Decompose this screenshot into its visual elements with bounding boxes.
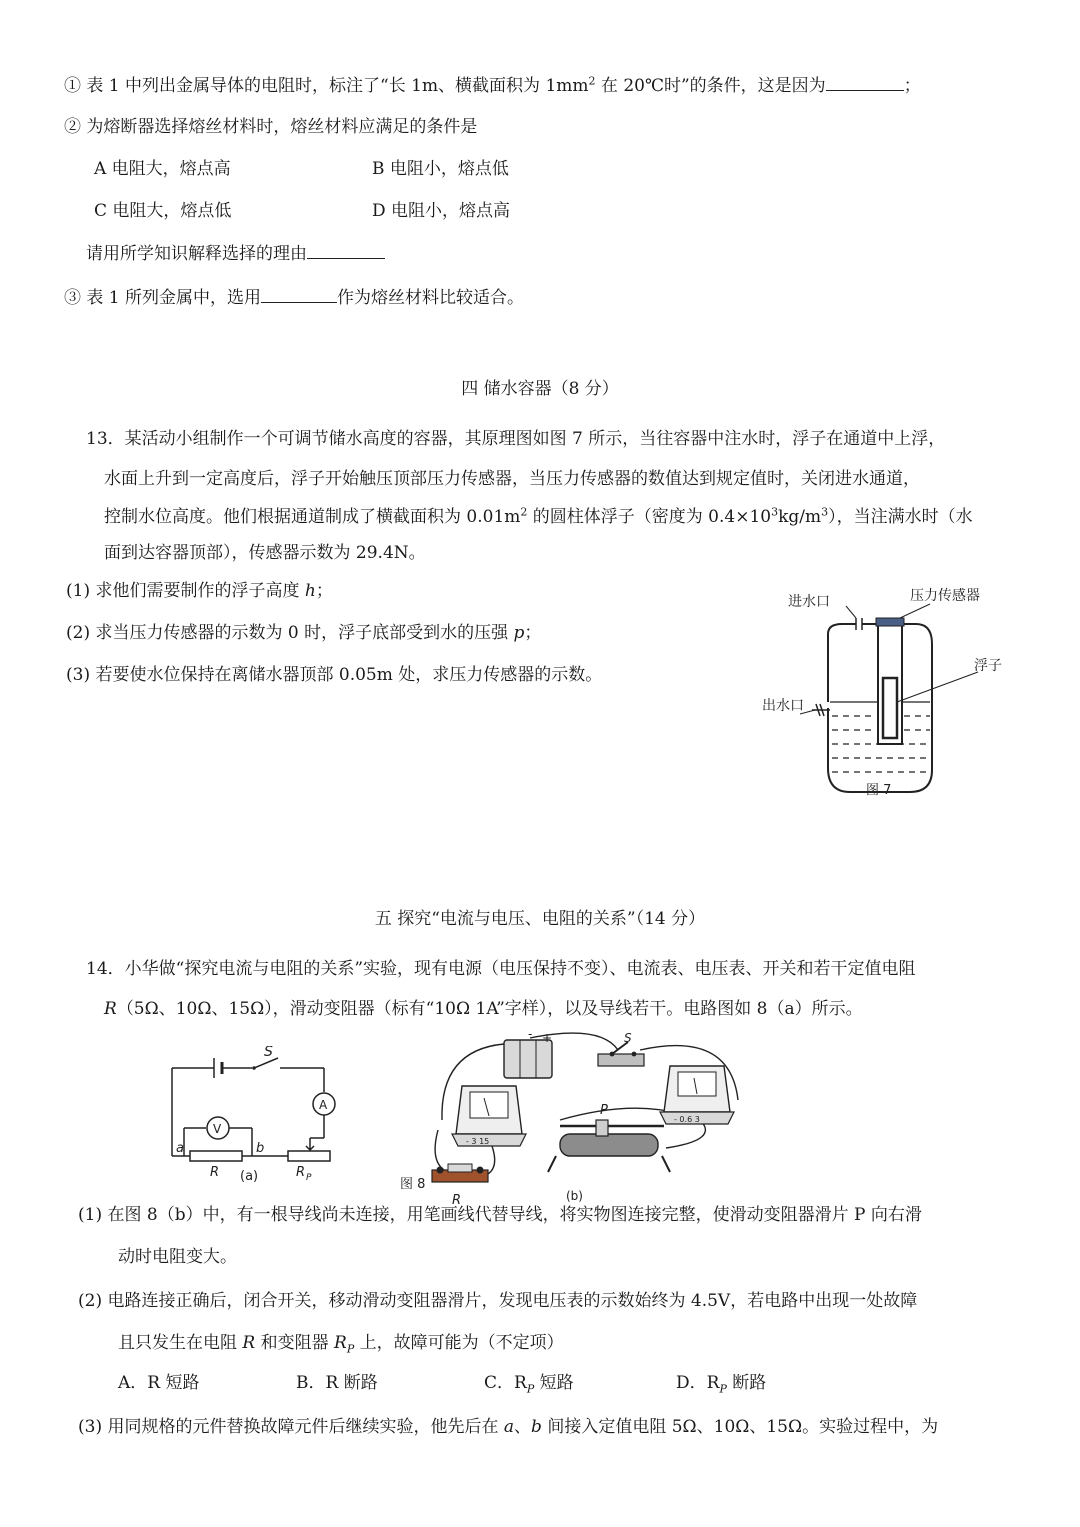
q12-item1: ① 表 1 中列出金属导体的电阻时，标注了“长 1m、横截面积为 $1mm^2$ 在 20℃时”的条件，这是因为 ； bbox=[64, 74, 921, 96]
svg-text:- 3 15: - 3 15 bbox=[466, 1137, 490, 1146]
item-mark: ① bbox=[64, 76, 81, 96]
q14-sub1-line1: (1) 在图 8（b）中，有一根导线尚未连接，用笔画线代替导线，将实物图连接完整，使滑动变阻器滑片 P 向右滑 bbox=[78, 1205, 922, 1225]
q12-item2: ② 为熔断器选择熔丝材料时，熔丝材料应满足的条件是 bbox=[64, 117, 478, 137]
svg-text:V: V bbox=[213, 1122, 222, 1136]
q14-sub2-line2: 且只发生在电阻 R 和变阻器 $R_P$ 上，故障可能为（不定项） bbox=[118, 1333, 564, 1356]
resistor-r bbox=[190, 1151, 242, 1161]
svg-text:- 0.6 3: - 0.6 3 bbox=[674, 1115, 700, 1124]
q13-line3: 控制水位高度。他们根据通道制成了横截面积为 $0.01m^2$ 的圆柱体浮子（密度为 $0.4\times 10^3kg/m^3$），当注满水时（水 bbox=[104, 505, 973, 527]
q12-item3: ③ 表 1 所列金属中，选用 作为熔丝材料比较适合。 bbox=[64, 288, 525, 308]
svg-text:-: - bbox=[528, 1030, 533, 1041]
q14-sub2-line1: (2) 电路连接正确后，闭合开关，移动滑动变阻器滑片，发现电压表的示数始终为 4.5V，若电路中出现一处故障 bbox=[78, 1291, 918, 1311]
float-label: 浮子 bbox=[974, 658, 1002, 674]
svg-text:R: R bbox=[296, 1165, 306, 1180]
svg-text:R: R bbox=[452, 1193, 462, 1206]
sensor-label: 压力传感器 bbox=[910, 588, 980, 604]
figure-caption: 图 8 bbox=[400, 1177, 426, 1192]
section-heading: 五 探究“电流与电压、电阻的关系”（14 分） bbox=[374, 909, 706, 929]
answer-blank[interactable] bbox=[307, 242, 385, 259]
svg-text:(b): (b) bbox=[566, 1189, 583, 1203]
pressure-sensor bbox=[876, 618, 904, 626]
option-a: A 电阻大，熔点高 bbox=[94, 159, 231, 179]
svg-text:S: S bbox=[624, 1031, 632, 1045]
q14-line2: R（5Ω、10Ω、15Ω），滑动变阻器（标有“10Ω 1A”字样），以及导线若干。电路图如 8（a）所示。 bbox=[104, 999, 863, 1019]
svg-text:+: + bbox=[542, 1031, 553, 1045]
q13-sub1: (1) 求他们需要制作的浮子高度 h； bbox=[66, 581, 333, 601]
q13-line1: 13．某活动小组制作一个可调节储水高度的容器，其原理图如图 7 所示，当往容器中注水时，浮子在通道中上浮， bbox=[86, 429, 946, 449]
float bbox=[883, 678, 897, 738]
voltmeter bbox=[452, 1086, 526, 1146]
option-c: C．$R_P$ 短路 bbox=[484, 1373, 574, 1396]
figure-8a-circuit-diagram bbox=[160, 1046, 360, 1186]
figure-8b-apparatus bbox=[400, 1030, 760, 1206]
svg-text:A: A bbox=[319, 1098, 328, 1112]
option-d: D．$R_P$ 断路 bbox=[676, 1373, 767, 1396]
svg-text:P: P bbox=[306, 1173, 312, 1183]
option-c: C 电阻大，熔点低 bbox=[94, 201, 232, 221]
q14-sub1-line2: 动时电阻变大。 bbox=[118, 1247, 237, 1267]
section-heading: 四 储水容器（8 分） bbox=[461, 379, 619, 399]
option-d: D 电阻小，熔点高 bbox=[372, 201, 511, 221]
q13-line4: 面到达容器顶部），传感器示数为 29.4N。 bbox=[104, 543, 426, 563]
option-b: B．R 断路 bbox=[296, 1373, 378, 1393]
ammeter bbox=[660, 1066, 734, 1124]
rheostat bbox=[288, 1151, 330, 1161]
q13-sub3: (3) 若要使水位保持在离储水器顶部 0.05m 处，求压力传感器的示数。 bbox=[66, 665, 603, 685]
q12-reason: 请用所学知识解释选择的理由 bbox=[86, 242, 385, 265]
slider[interactable] bbox=[596, 1120, 608, 1136]
switch bbox=[598, 1054, 644, 1066]
option-b: B 电阻小，熔点低 bbox=[372, 159, 509, 179]
q14-sub3: (3) 用同规格的元件替换故障元件后继续实验，他先后在 a、b 间接入定值电阻 5Ω、10Ω、15Ω。实验过程中，为 bbox=[78, 1417, 939, 1437]
figure-7-container-diagram bbox=[760, 582, 1050, 802]
svg-text:R: R bbox=[210, 1165, 220, 1180]
water bbox=[830, 702, 930, 772]
battery bbox=[504, 1040, 552, 1078]
option-a: A．R 短路 bbox=[118, 1373, 200, 1393]
answer-blank[interactable] bbox=[826, 74, 904, 91]
svg-text:P: P bbox=[600, 1103, 608, 1118]
figure-caption: 图 7 bbox=[866, 783, 892, 798]
outlet-label: 出水口 bbox=[762, 698, 804, 714]
svg-text:S: S bbox=[264, 1046, 273, 1060]
q13-sub2: (2) 求当压力传感器的示数为 0 时，浮子底部受到水的压强 p； bbox=[66, 623, 542, 643]
q13-line2: 水面上升到一定高度后，浮子开始触压顶部压力传感器，当压力传感器的数值达到规定值时，关闭进水通道， bbox=[104, 469, 920, 489]
inlet-label: 进水口 bbox=[788, 594, 830, 610]
answer-blank[interactable] bbox=[261, 286, 337, 303]
svg-text:a: a bbox=[176, 1141, 184, 1156]
svg-text:(a): (a) bbox=[240, 1169, 259, 1184]
q14-line1: 14．小华做“探究电流与电阻的关系”实验，现有电源（电压保持不变）、电流表、电压表、开关和若干定值电阻 bbox=[86, 959, 916, 979]
resistor-board bbox=[432, 1164, 488, 1182]
rheostat bbox=[548, 1103, 670, 1172]
svg-text:b: b bbox=[256, 1141, 265, 1156]
